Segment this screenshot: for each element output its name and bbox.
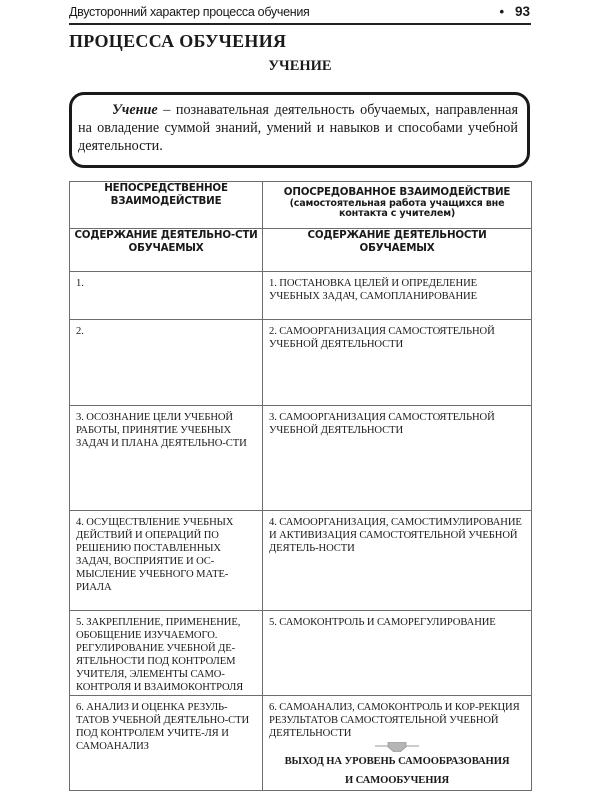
header-mediated-interaction [263,182,532,229]
row-5-right: 5. САМОКОНТРОЛЬ И САМОРЕГУЛИРОВАНИЕ [263,611,532,696]
outcome-line-1: ВЫХОД НА УРОВЕНЬ САМООБРАЗОВАНИЯ [284,756,510,767]
page-number: 93 [514,4,530,19]
table-header-row [70,182,532,229]
arrow-down-icon [367,742,427,752]
table-row [70,611,532,696]
sub-title: УЧЕНИЕ [268,58,332,74]
table-row [70,406,532,511]
header-direct-interaction [70,182,263,229]
header-right-title: ОПОСРЕДОВАННОЕ ВЗАИМОДЕЙСТВИЕ [283,186,511,198]
outcome-line-2: И САМООБУЧЕНИЯ [344,775,450,786]
table-subheader-row [70,229,532,272]
definition-text [78,101,518,155]
definition-box [69,92,530,168]
subheader-right: СОДЕРЖАНИЕ ДЕЯТЕЛЬНОСТИ ОБУЧАЕМЫХ [263,229,532,272]
row-3-left: 3. ОСОЗНАНИЕ ЦЕЛИ УЧЕБНОЙ РАБОТЫ, ПРИНЯТИЕ УЧЕБНЫХ ЗАДАЧ И ПЛАНА ДЕЯТЕЛЬНО-СТИ [70,406,263,511]
row-6-right [263,696,532,791]
table-row [70,696,532,791]
definition-term: Учение [112,102,158,118]
header-rule [69,23,531,25]
subheader-left: СОДЕРЖАНИЕ ДЕЯТЕЛЬНО-СТИ ОБУЧАЕМЫХ [70,229,263,272]
row-6-left: 6. АНАЛИЗ И ОЦЕНКА РЕЗУЛЬ-ТАТОВ УЧЕБНОЙ ДЕЯТЕЛЬНО-СТИ ПОД КОНТРОЛЕМ УЧИТЕ-ЛЯ И САМОАНАЛИЗ [70,696,263,791]
row-5-left: 5. ЗАКРЕПЛЕНИЕ, ПРИМЕНЕНИЕ, ОБОБЩЕНИЕ ИЗУЧАЕМОГО. РЕГУЛИРОВАНИЕ УЧЕБНОЙ ДЕ-ЯТЕЛЬНОСТИ ПОД КОНТРОЛЕМ УЧИТЕЛЯ, ЭЛЕМЕНТЫ САМО-КОНТРОЛЯ И ВЗАИМОКОНТРОЛЯ [70,611,263,696]
row-2-left: 2. [70,320,263,406]
section-title: ПРОЦЕССА ОБУЧЕНИЯ [69,31,287,51]
header-right-subtitle: (самостоятельная работа учащихся вне контакта с учителем) [289,197,505,219]
row-4-right: 4. САМООРГАНИЗАЦИЯ, САМОСТИМУЛИРОВАНИЕ И АКТИВИЗАЦИЯ САМОСТОЯТЕЛЬНОЙ УЧЕБНОЙ ДЕЯТЕЛЬ-НОСТИ [263,511,532,611]
outcome-block [269,742,525,790]
row-2-right: 2. САМООРГАНИЗАЦИЯ САМОСТОЯТЕЛЬНОЙ УЧЕБНОЙ ДЕЯТЕЛЬНОСТИ [263,320,532,406]
learning-table [69,181,532,791]
row-1-left: 1. [70,272,263,320]
table-row [70,320,532,406]
row-4-left: 4. ОСУЩЕСТВЛЕНИЕ УЧЕБНЫХ ДЕЙСТВИЙ И ОПЕРАЦИЙ ПО РЕШЕНИЮ ПОСТАВЛЕННЫХ ЗАДАЧ, ВОСПРИЯТИЕ И ОС-МЫСЛЕНИЕ УЧЕБНОГО МАТЕ-РИАЛА [70,511,263,611]
running-head-separator: • [499,4,504,19]
header-left-title: НЕПОСРЕДСТВЕННОЕ ВЗАИМОДЕЙСТВИЕ [104,182,228,207]
running-head [69,4,530,22]
row-1-right: 1. ПОСТАНОВКА ЦЕЛЕЙ И ОПРЕДЕЛЕНИЕ УЧЕБНЫХ ЗАДАЧ, САМОПЛАНИРОВАНИЕ [263,272,532,320]
row-6-right-text: 6. САМОАНАЛИЗ, САМОКОНТРОЛЬ И КОР-РЕКЦИЯ РЕЗУЛЬТАТОВ САМОСТОЯТЕЛЬНОЙ УЧЕБНОЙ ДЕЯТЕЛЬНОСТИ [269,702,520,739]
row-3-right: 3. САМООРГАНИЗАЦИЯ САМОСТОЯТЕЛЬНОЙ УЧЕБНОЙ ДЕЯТЕЛЬНОСТИ [263,406,532,511]
table-row [70,511,532,611]
running-head-title: Двусторонний характер процесса обучения [69,5,310,19]
table-row [70,272,532,320]
definition-body: – познавательная деятельность обучаемых, направленная на овладение суммой знаний, умений и навыков и способами учебной деятельности. [78,102,518,154]
